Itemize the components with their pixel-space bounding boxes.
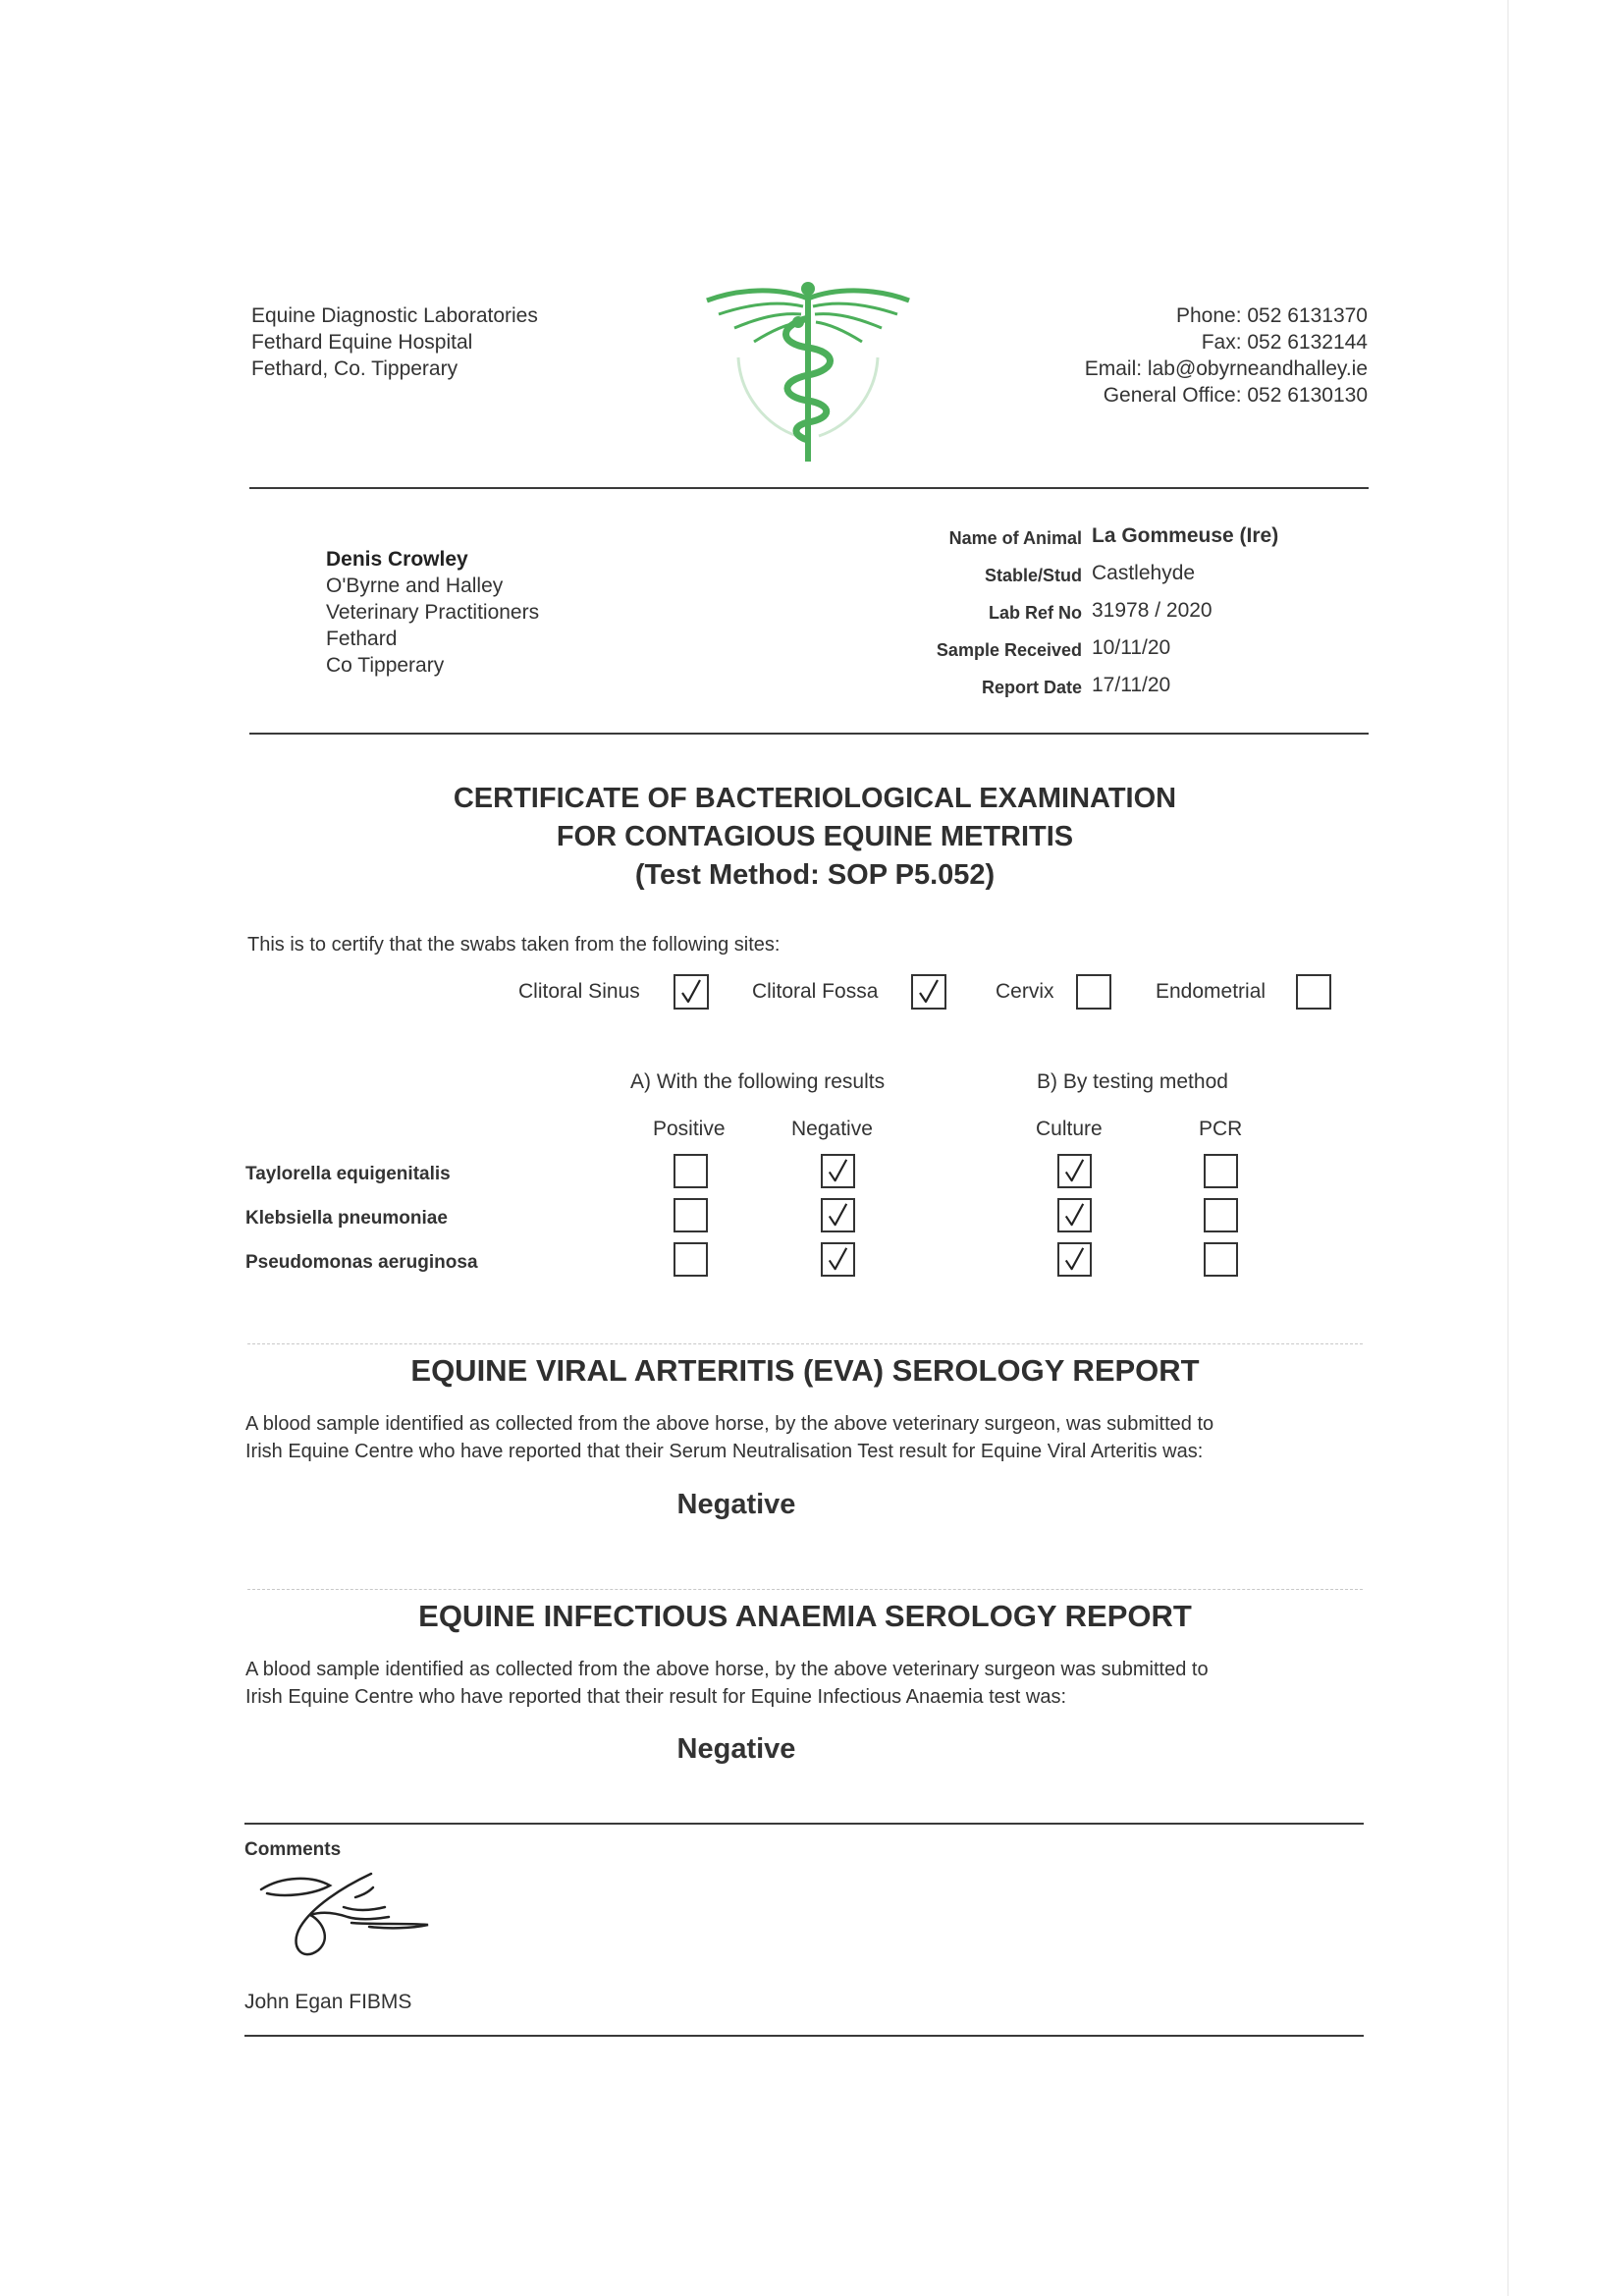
report-date-value: 17/11/20 [1092, 674, 1171, 696]
contact-details [982, 302, 1368, 409]
checkmark-icon [1059, 1200, 1090, 1230]
checkmark-icon [823, 1200, 853, 1230]
eva-text-line: Irish Equine Centre who have reported that their Serum Neutralisation Test result for Equine Viral Arteritis was: [245, 1441, 1204, 1462]
caduceus-logo-icon [699, 279, 917, 465]
lab-address [251, 302, 538, 382]
pcr-checkbox[interactable] [1204, 1154, 1238, 1188]
checkmark-icon [1059, 1244, 1090, 1275]
comments-label: Comments [244, 1839, 342, 1860]
results-heading: A) With the following results [630, 1070, 886, 1093]
lab-ref-value: 31978 / 2020 [1092, 599, 1213, 622]
negative-checkbox[interactable] [821, 1198, 855, 1232]
positive-checkbox[interactable] [674, 1242, 708, 1277]
signer-name: John Egan FIBMS [244, 1991, 412, 2013]
checkmark-icon [1059, 1156, 1090, 1186]
footer-divider [244, 2035, 1364, 2037]
site-label-endometrial: Endometrial [1156, 980, 1267, 1003]
site-checkbox-clitoral-sinus[interactable] [674, 974, 709, 1010]
negative-checkbox[interactable] [821, 1242, 855, 1277]
checkmark-icon [823, 1156, 853, 1186]
vet-address-line: O'Byrne and Halley [326, 574, 504, 597]
animal-name-row [864, 522, 1414, 560]
lab-address-line: Fethard Equine Hospital [251, 331, 473, 354]
organism-name: Klebsiella pneumoniae [245, 1208, 448, 1229]
contact-fax: Fax: 052 6132144 [1201, 331, 1368, 354]
site-checkbox-cervix[interactable] [1076, 974, 1111, 1010]
site-label-cervix: Cervix [996, 980, 1054, 1003]
culture-checkbox[interactable] [1057, 1154, 1092, 1188]
stable-label: Stable/Stud [984, 566, 1082, 585]
lab-ref-label: Lab Ref No [988, 603, 1082, 623]
eia-divider [247, 1589, 1363, 1590]
vet-address [326, 546, 539, 679]
checkmark-icon [675, 976, 707, 1008]
eva-title: EQUINE VIRAL ARTERITIS (EVA) SEROLOGY REPORT [410, 1353, 1200, 1388]
site-checkbox-endometrial[interactable] [1296, 974, 1331, 1010]
contact-email: Email: lab@obyrneandhalley.ie [1084, 357, 1368, 380]
col-header-culture: Culture [1036, 1118, 1103, 1140]
positive-checkbox[interactable] [674, 1154, 708, 1188]
vet-address-line: Fethard [326, 628, 398, 650]
eia-text [245, 1656, 1209, 1711]
stable-value: Castlehyde [1092, 562, 1196, 584]
checkmark-icon [913, 976, 944, 1008]
site-label-clitoral-sinus: Clitoral Sinus [518, 980, 640, 1003]
certificate-intro: This is to certify that the swabs taken from the following sites: [247, 934, 781, 956]
signature-icon [253, 1868, 440, 1966]
animal-name-value: La Gommeuse (Ire) [1092, 524, 1279, 547]
comments-divider [244, 1823, 1364, 1825]
lab-address-line: Fethard, Co. Tipperary [251, 357, 458, 380]
organism-name: Pseudomonas aeruginosa [245, 1252, 478, 1273]
col-header-positive: Positive [653, 1118, 726, 1140]
positive-checkbox[interactable] [674, 1198, 708, 1232]
animal-name-label: Name of Animal [948, 528, 1082, 548]
contact-general-office: General Office: 052 6130130 [1103, 384, 1368, 407]
sample-received-row [864, 634, 1414, 672]
certificate-title-line: FOR CONTAGIOUS EQUINE METRITIS [556, 821, 1074, 852]
details-divider [249, 733, 1369, 735]
lab-ref-row [864, 597, 1414, 634]
certificate-title [324, 780, 1306, 895]
eva-divider [247, 1343, 1363, 1344]
header-divider [249, 487, 1369, 489]
certificate-title-line: CERTIFICATE OF BACTERIOLOGICAL EXAMINATION [453, 783, 1177, 814]
culture-checkbox[interactable] [1057, 1198, 1092, 1232]
site-label-clitoral-fossa: Clitoral Fossa [752, 980, 879, 1003]
report-date-label: Report Date [981, 678, 1082, 697]
eia-title: EQUINE INFECTIOUS ANAEMIA SEROLOGY REPORT [418, 1599, 1192, 1633]
eva-result: Negative [676, 1489, 796, 1520]
eia-result: Negative [676, 1733, 796, 1765]
sample-received-value: 10/11/20 [1092, 636, 1171, 659]
stable-row [864, 560, 1414, 597]
sample-received-label: Sample Received [936, 640, 1082, 660]
certificate-title-line: (Test Method: SOP P5.052) [634, 859, 996, 891]
eva-text [245, 1410, 1213, 1465]
method-heading: B) By testing method [1037, 1070, 1228, 1093]
contact-phone: Phone: 052 6131370 [1175, 304, 1368, 327]
page-edge [1507, 0, 1509, 2296]
eia-text-line: A blood sample identified as collected from the above horse, by the above veterinary surgeon was submitted to [245, 1659, 1209, 1680]
vet-name: Denis Crowley [326, 548, 468, 571]
culture-checkbox[interactable] [1057, 1242, 1092, 1277]
pcr-checkbox[interactable] [1204, 1198, 1238, 1232]
vet-address-line: Co Tipperary [326, 654, 445, 677]
eva-text-line: A blood sample identified as collected from the above horse, by the above veterinary surgeon, was submitted to [245, 1413, 1214, 1435]
report-date-row [864, 672, 1414, 709]
pcr-checkbox[interactable] [1204, 1242, 1238, 1277]
col-header-pcr: PCR [1199, 1118, 1243, 1140]
site-checkbox-clitoral-fossa[interactable] [911, 974, 946, 1010]
vet-address-line: Veterinary Practitioners [326, 601, 540, 624]
eia-text-line: Irish Equine Centre who have reported that their result for Equine Infectious Anaemia test was: [245, 1686, 1067, 1708]
col-header-negative: Negative [791, 1118, 873, 1140]
organism-name: Taylorella equigenitalis [245, 1164, 451, 1184]
negative-checkbox[interactable] [821, 1154, 855, 1188]
lab-address-line: Equine Diagnostic Laboratories [251, 304, 538, 327]
checkmark-icon [823, 1244, 853, 1275]
